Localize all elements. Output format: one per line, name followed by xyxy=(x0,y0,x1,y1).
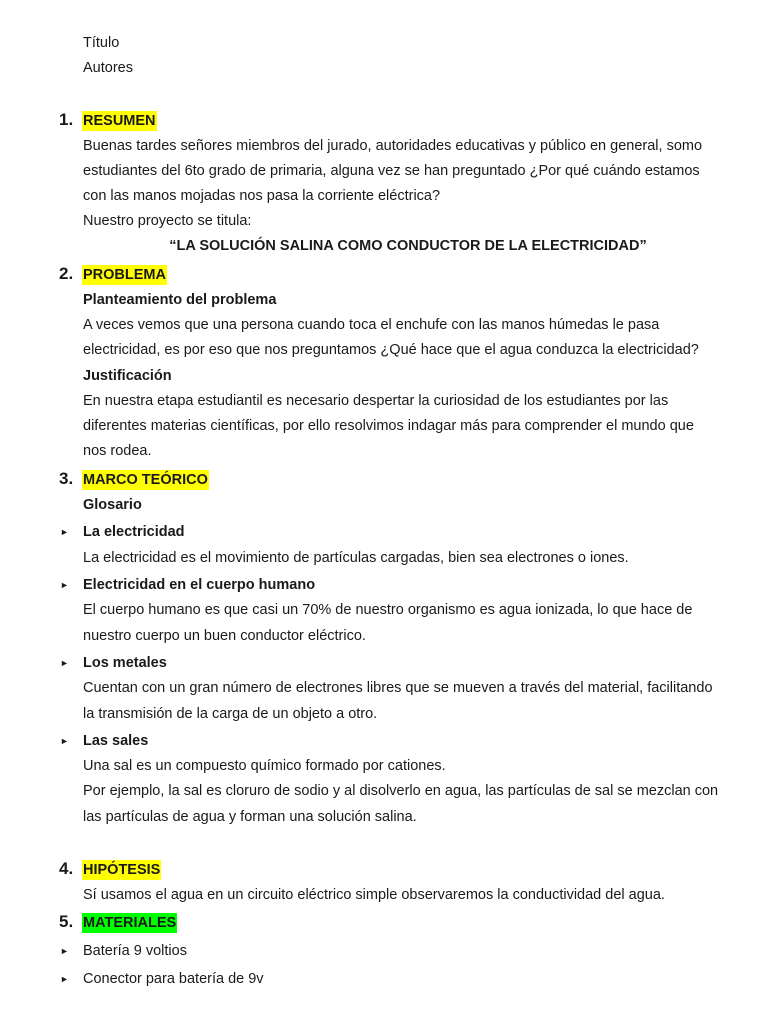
justificacion-line-3: nos rodea. xyxy=(83,443,152,459)
glossary-def-cuerpo-humano-2: nuestro cuerpo un buen conductor eléctrico. xyxy=(83,628,366,644)
section-heading-marco-teorico: MARCO TEÓRICO xyxy=(83,472,208,488)
glossary-def-metales-2: la transmisión de la carga de un objeto a otro. xyxy=(83,706,378,722)
justificacion-line-1: En nuestra etapa estudiantil es necesario despertar la curiosidad de los estudiantes por las xyxy=(83,393,669,409)
section-number-4: 4. xyxy=(59,859,74,878)
resumen-line-4: Nuestro proyecto se titula: xyxy=(83,213,252,229)
project-title: “LA SOLUCIÓN SALINA COMO CONDUCTOR DE LA ELECTRICIDAD” xyxy=(169,238,647,254)
section-number-3: 3. xyxy=(59,469,74,488)
glossary-def-sales-1: Una sal es un compuesto químico formado por cationes. xyxy=(83,758,446,774)
bullet-icon: ► xyxy=(60,527,69,537)
planteamiento-line-1: A veces vemos que una persona cuando toca el enchufe con las manos húmedas le pasa xyxy=(83,317,660,333)
subheading-planteamiento: Planteamiento del problema xyxy=(83,292,277,308)
section-heading-hipotesis: HIPÓTESIS xyxy=(83,862,161,878)
bullet-icon: ► xyxy=(60,974,69,984)
resumen-line-2: estudiantes del 6to grado de primaria, alguna vez se han preguntado ¿Por qué cuándo estamos xyxy=(83,163,700,179)
hipotesis-line: Sí usamos el agua en un circuito eléctrico simple observaremos la conductividad del agua. xyxy=(83,887,665,903)
section-heading-materiales: MATERIALES xyxy=(83,915,177,931)
glossary-term-metales: Los metales xyxy=(83,655,167,671)
bullet-icon: ► xyxy=(60,580,69,590)
glossary-def-sales-3: las partículas de agua y forman una solución salina. xyxy=(83,809,417,825)
glossary-def-metales-1: Cuentan con un gran número de electrones libres que se mueven a través del material, facilitando xyxy=(83,680,713,696)
section-number-5: 5. xyxy=(59,912,74,931)
glossary-term-cuerpo-humano: Electricidad en el cuerpo humano xyxy=(83,577,316,593)
bullet-icon: ► xyxy=(60,946,69,956)
planteamiento-line-2: electricidad, es por eso que nos preguntamos ¿Qué hace que el agua conduzca la electricidad? xyxy=(83,342,699,358)
glossary-term-electricidad: La electricidad xyxy=(83,524,185,540)
glossary-def-sales-2: Por ejemplo, la sal es cloruro de sodio y al disolverlo en agua, las partículas de sal se mezclan con xyxy=(83,783,719,799)
section-number-2: 2. xyxy=(59,264,74,283)
resumen-line-1: Buenas tardes señores miembros del jurado, autoridades educativas y público en general, somo xyxy=(83,138,703,154)
subheading-glosario: Glosario xyxy=(83,497,142,513)
resumen-line-3: con las manos mojadas nos pasa la corriente eléctrica? xyxy=(83,188,441,204)
document-title: Título xyxy=(83,35,120,51)
section-heading-problema: PROBLEMA xyxy=(83,267,166,283)
material-item-2: Conector para batería de 9v xyxy=(83,971,264,987)
bullet-icon: ► xyxy=(60,658,69,668)
subheading-justificacion: Justificación xyxy=(83,368,172,384)
glossary-def-electricidad-1: La electricidad es el movimiento de partículas cargadas, bien sea electrones o iones. xyxy=(83,550,629,566)
glossary-def-cuerpo-humano-1: El cuerpo humano es que casi un 70% de nuestro organismo es agua ionizada, lo que hace de xyxy=(83,602,693,618)
material-item-1: Batería 9 voltios xyxy=(83,943,187,959)
section-heading-resumen: RESUMEN xyxy=(83,113,156,129)
document-authors: Autores xyxy=(83,60,133,76)
section-number-1: 1. xyxy=(59,110,74,129)
bullet-icon: ► xyxy=(60,736,69,746)
glossary-term-sales: Las sales xyxy=(83,733,149,749)
justificacion-line-2: diferentes materias científicas, por ello resolvimos indagar más para comprender el mundo que xyxy=(83,418,694,434)
